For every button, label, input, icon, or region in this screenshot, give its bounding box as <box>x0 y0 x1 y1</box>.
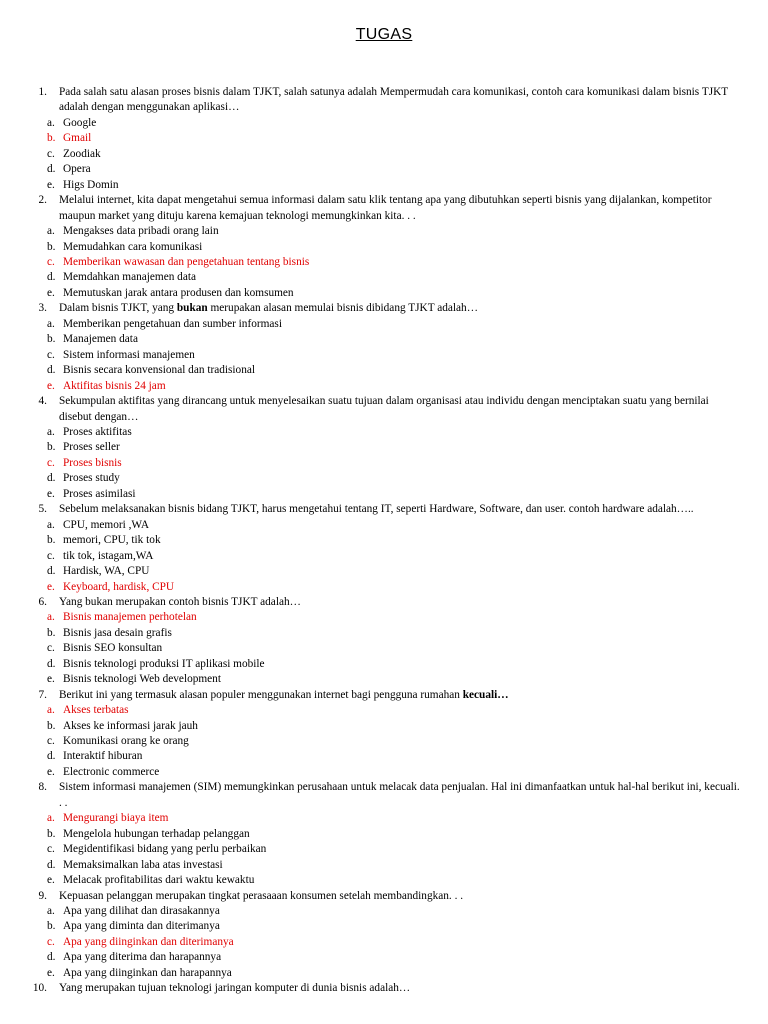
option-text: Apa yang dilihat dan dirasakannya <box>63 905 220 918</box>
option-letter: b. <box>47 333 56 346</box>
option-letter: e. <box>47 487 55 500</box>
option-text: memori, CPU, tik tok <box>63 534 161 547</box>
answer-option <box>30 858 742 873</box>
question-item <box>30 688 742 781</box>
answer-option <box>30 719 742 734</box>
option-letter: d. <box>47 858 56 871</box>
option-letter: b. <box>47 719 56 732</box>
option-text: Bisnis manajemen perhotelan <box>63 611 197 624</box>
answer-option <box>30 765 742 780</box>
option-letter: b. <box>47 441 56 454</box>
question-item <box>30 193 742 301</box>
option-letter: b. <box>47 626 56 639</box>
option-letter: d. <box>47 565 56 578</box>
question-number: 5. <box>38 503 47 516</box>
answer-option <box>30 348 742 363</box>
option-letter: d. <box>47 750 56 763</box>
option-text: Manajemen data <box>63 333 138 346</box>
answer-option-highlighted <box>30 580 742 595</box>
option-text: Bisnis teknologi produksi IT aplikasi mobile <box>63 657 265 670</box>
option-text: Gmail <box>63 132 92 145</box>
question-text-emphasis: kecuali… <box>462 688 509 701</box>
option-letter: a. <box>47 905 55 918</box>
option-text: Bisnis secara konvensional dan tradisional <box>63 364 256 377</box>
question-item <box>30 85 742 193</box>
answer-option <box>30 317 742 332</box>
option-letter: b. <box>47 132 56 145</box>
option-text: Proses bisnis <box>63 456 122 469</box>
option-text: Komunikasi orang ke orang <box>63 735 189 748</box>
option-letter: a. <box>47 611 55 624</box>
answer-option <box>30 626 742 641</box>
answer-option <box>30 240 742 255</box>
answer-option <box>30 471 742 486</box>
option-text: Keyboard, hardisk, CPU <box>63 580 175 593</box>
answer-option <box>30 533 742 548</box>
question-number: 7. <box>38 688 47 701</box>
question-text-emphasis: bukan <box>176 302 208 315</box>
option-letter: d. <box>47 271 56 284</box>
answer-option <box>30 549 742 564</box>
option-letter: c. <box>47 642 55 655</box>
answer-option <box>30 116 742 131</box>
option-letter: e. <box>47 673 55 686</box>
option-text: Memdahkan manajemen data <box>63 271 196 284</box>
question-text <box>59 301 742 316</box>
answer-option <box>30 950 742 965</box>
option-letter: a. <box>47 518 55 531</box>
answer-option-highlighted <box>30 703 742 718</box>
question-item <box>30 595 742 688</box>
option-letter: e. <box>47 966 55 979</box>
option-text: Bisnis SEO konsultan <box>63 642 163 655</box>
answer-option <box>30 518 742 533</box>
answer-option <box>30 440 742 455</box>
option-text: Memutuskan jarak antara produsen dan komsumen <box>63 286 294 299</box>
option-text: Mengurangi biaya item <box>63 812 169 825</box>
answer-option <box>30 487 742 502</box>
option-letter: c. <box>47 456 55 469</box>
option-text: Hardisk, WA, CPU <box>63 565 150 578</box>
question-text-part: Dalam bisnis TJKT, yang <box>59 302 177 315</box>
question-number: 3. <box>38 302 47 315</box>
question-item <box>30 981 742 996</box>
answer-option <box>30 332 742 347</box>
question-number: 9. <box>38 889 47 902</box>
option-text: Mengakses data pribadi orang lain <box>63 225 219 238</box>
option-text: Megidentifikasi bidang yang perlu perbaikan <box>63 843 267 856</box>
option-letter: c. <box>47 549 55 562</box>
question-text-part: merupakan alasan memulai bisnis dibidang TJKT adalah… <box>207 302 478 315</box>
option-letter: e. <box>47 379 55 392</box>
option-text: Mengelola hubungan terhadap pelanggan <box>63 827 250 840</box>
option-letter: d. <box>47 364 56 377</box>
option-text: Bisnis jasa desain grafis <box>63 626 172 639</box>
option-letter: e. <box>47 178 55 191</box>
answer-option-highlighted <box>30 935 742 950</box>
option-letter: c. <box>47 348 55 361</box>
answer-option <box>30 966 742 981</box>
option-letter: b. <box>47 920 56 933</box>
option-letter: b. <box>47 240 56 253</box>
option-text: Sistem informasi manajemen <box>63 348 195 361</box>
question-item <box>30 394 742 502</box>
option-text: Electronic commerce <box>63 765 160 778</box>
question-text: Pada salah satu alasan proses bisnis dalam TJKT, salah satunya adalah Mempermudah cara komunikasi, contoh cara komunikasi dalam bisnis TJKT adalah dengan menggunakan aplikasi… <box>59 86 728 114</box>
option-text: Zoodiak <box>63 147 101 160</box>
option-letter: d. <box>47 163 56 176</box>
question-text: Kepuasan pelanggan merupakan tingkat perasaaan konsumen setelah membandingkan. . . <box>59 889 464 902</box>
option-letter: c. <box>47 935 55 948</box>
option-text: Memudahkan cara komunikasi <box>63 240 203 253</box>
option-letter: e. <box>47 874 55 887</box>
answer-option <box>30 672 742 687</box>
answer-option <box>30 363 742 378</box>
option-letter: b. <box>47 534 56 547</box>
question-text: Sekumpulan aktifitas yang dirancang untuk menyelesaikan suatu tujuan dalam organisasi atau individu dengan menciptakan suatu yang bernilai disebut dengan… <box>59 395 709 423</box>
answer-option <box>30 641 742 656</box>
option-text: Akses terbatas <box>63 704 129 717</box>
option-letter: d. <box>47 657 56 670</box>
question-item <box>30 502 742 595</box>
answer-option <box>30 425 742 440</box>
question-text: Sebelum melaksanakan bisnis bidang TJKT, harus mengetahui tentang IT, seperti Hardware, Software, dan user. contoh hardware adalah….. <box>59 503 694 516</box>
option-text: tik tok, istagam,WA <box>63 549 154 562</box>
option-letter: c. <box>47 735 55 748</box>
option-letter: c. <box>47 147 55 160</box>
option-text: Apa yang diminta dan diterimanya <box>63 920 220 933</box>
option-text: Interaktif hiburan <box>63 750 143 763</box>
option-letter: a. <box>47 812 55 825</box>
question-text: Melalui internet, kita dapat mengetahui semua informasi dalam satu klik tentang apa yang dibutuhkan seperti bisnis yang dijalankan, kompetitor maupun market yang dituju karena kemajuan teknologi memungkinkan kita. . . <box>59 194 712 222</box>
question-list <box>30 85 742 997</box>
option-letter: a. <box>47 425 55 438</box>
option-letter: e. <box>47 286 55 299</box>
answer-option <box>30 147 742 162</box>
option-text: Proses asimilasi <box>63 487 136 500</box>
question-number: 1. <box>38 86 47 98</box>
option-text: Apa yang diinginkan dan harapannya <box>63 966 232 979</box>
option-text: Apa yang diinginkan dan diterimanya <box>63 935 234 948</box>
option-letter: a. <box>47 704 55 717</box>
option-text: Melacak profitabilitas dari waktu kewaktu <box>63 874 255 887</box>
question-text: Yang bukan merupakan contoh bisnis TJKT adalah… <box>59 595 301 608</box>
answer-option-highlighted <box>30 811 742 826</box>
answer-option-highlighted <box>30 131 742 146</box>
option-text: Bisnis teknologi Web development <box>63 673 221 686</box>
option-letter: e. <box>47 580 55 593</box>
option-text: Google <box>63 116 97 129</box>
page-title: TUGAS <box>355 26 413 43</box>
answer-option <box>30 270 742 285</box>
answer-option-highlighted <box>30 379 742 394</box>
answer-option <box>30 827 742 842</box>
answer-option <box>30 224 742 239</box>
answer-option <box>30 842 742 857</box>
option-text: Proses aktifitas <box>63 425 132 438</box>
answer-option <box>30 657 742 672</box>
option-letter: e. <box>47 765 55 778</box>
answer-option <box>30 749 742 764</box>
option-letter: a. <box>47 225 55 238</box>
option-text: Proses study <box>63 472 120 485</box>
option-text: Memaksimalkan laba atas investasi <box>63 858 223 871</box>
option-text: Opera <box>63 163 91 176</box>
option-text: Akses ke informasi jarak jauh <box>63 719 198 732</box>
question-text-part: Berikut ini yang termasuk alasan populer menggunakan internet bagi pengguna rumahan <box>59 688 463 701</box>
option-text: Aktifitas bisnis 24 jam <box>63 379 166 392</box>
option-letter: a. <box>47 116 55 129</box>
answer-option <box>30 734 742 749</box>
option-text: Memberikan pengetahuan dan sumber informasi <box>63 317 282 330</box>
option-text: CPU, memori ,WA <box>63 518 149 531</box>
answer-option <box>30 178 742 193</box>
answer-option <box>30 919 742 934</box>
answer-option-highlighted <box>30 255 742 270</box>
option-text: Higs Domin <box>63 178 119 191</box>
answer-option <box>30 564 742 579</box>
question-number: 2. <box>38 194 47 207</box>
question-text: Yang merupakan tujuan teknologi jaringan komputer di dunia bisnis adalah… <box>59 982 411 995</box>
question-number: 6. <box>38 595 47 608</box>
option-letter: c. <box>47 255 55 268</box>
answer-option-highlighted <box>30 456 742 471</box>
answer-option <box>30 904 742 919</box>
option-text: Apa yang diterima dan harapannya <box>63 951 222 964</box>
option-letter: d. <box>47 951 56 964</box>
option-letter: a. <box>47 317 55 330</box>
question-text <box>59 688 742 703</box>
option-letter: d. <box>47 472 56 485</box>
option-letter: c. <box>47 843 55 856</box>
option-text: Proses seller <box>63 441 120 454</box>
answer-option <box>30 162 742 177</box>
question-number: 8. <box>38 781 47 794</box>
question-item <box>30 301 742 394</box>
question-number: 4. <box>38 395 47 408</box>
answer-option-highlighted <box>30 610 742 625</box>
question-text: Sistem informasi manajemen (SIM) memungkinkan perusahaan untuk melacak data penjualan. Hal ini dimanfaatkan untuk hal-hal berikut ini, kecuali. . . <box>59 781 740 809</box>
option-letter: b. <box>47 827 56 840</box>
question-item <box>30 889 742 982</box>
question-item <box>30 780 742 888</box>
answer-option <box>30 286 742 301</box>
answer-option <box>30 873 742 888</box>
question-number: 10. <box>32 982 47 995</box>
option-text: Memberikan wawasan dan pengetahuan tentang bisnis <box>63 255 310 268</box>
